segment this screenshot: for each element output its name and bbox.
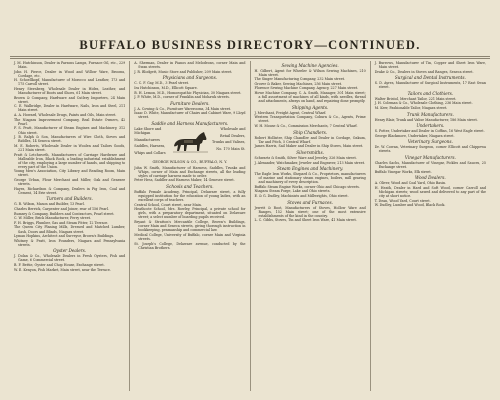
section-heading: Physicians and Surgeons.	[162, 75, 218, 81]
section-heading: Sewing Machine Agencies.	[281, 62, 339, 68]
entry-list	[255, 172, 366, 198]
entry-list	[134, 61, 245, 74]
directory-entry: Henry Blair, Trunk and Valise Manufacturer, 186 Main street.	[374, 117, 478, 122]
directory-entry: G. R. Wilson, Mason and Builder, 13 Pearl.	[14, 202, 85, 207]
directory-entry: J. Merchant, Freight Agent, Central Wharf.	[254, 110, 327, 115]
directory-entry: Florence Sewing Machine Company, Agency, 227 Main street.	[254, 86, 359, 91]
section-heading: Schools and Teachers.	[166, 184, 214, 189]
section-heading: Silversmiths.	[296, 149, 324, 155]
directory-entry: Ira Hutchinson, M.D., Ellicott Square.	[134, 85, 198, 90]
directory-entry: J. Burrows, Manufacturer of Tin, Copper and Sheet Iron Ware, Main street.	[374, 61, 486, 70]
entry-list	[375, 97, 486, 110]
directory-entry: Walter Bristol, Merchant Tailor, 221 Main street.	[374, 96, 457, 101]
directory-entry: Peter Hess, Saddler and Harness Maker, 14 Genesee street.	[134, 178, 235, 183]
section-heading: Shipping Agents.	[291, 104, 329, 110]
directory-entry: Rumsey & Company, Builders and Contractors, Pearl street.	[14, 211, 115, 216]
directory-entry: C. E. Walbridge, Dealer in Hardware, Nails, Iron and Steel, 211 Main street.	[14, 104, 126, 113]
column-4	[370, 61, 490, 391]
directory-entry: A. Oliver, Wood and Coal Yard, Ohio Basin.	[374, 181, 447, 186]
directory-entry: Howe Machine Company, C. A. Smith, Manager, 301 Main street; a full assortment of machines of all kinds, with needles, thread and attachments, always on hand, and repairing done promptly.	[254, 91, 366, 104]
entry-list	[255, 136, 366, 149]
directory-entry: Bryant & Stratton's Mercantile College, Brown's Buildings, corner Main and Seneca streets, giving thorough instruction in bookkeeping, penmanship and commercial law.	[134, 220, 246, 233]
directory-entry: C. W. Miller, Brick Manufacturer, Ferry street.	[14, 216, 92, 221]
entry-list	[134, 166, 245, 183]
entry-list	[375, 129, 486, 138]
directory-entry: Robert Hollister, Ship Chandler and Dealer in Cordage, Oakum, Tar and Pitch, 5 Central Wharf.	[254, 135, 366, 144]
entry-list	[375, 118, 486, 122]
section-heading: Undertakers.	[416, 123, 445, 129]
entry-list	[134, 107, 245, 120]
directory-entry: A. Sherman, Dealer in Pianos and Melodeons, corner Main and Swan streets.	[134, 61, 246, 70]
ad-right-line: Trunks and Valises,	[212, 140, 246, 145]
directory-entry: Niagara Steam Forge, Lake and Ohio streets.	[254, 189, 331, 194]
entry-list	[134, 190, 245, 250]
directory-entry: J. M. Hutchinson, Dealer in Parsons Lamps, Furnace Oil, etc., 229 Main.	[14, 61, 126, 70]
entry-list	[134, 81, 245, 99]
entry-list	[375, 81, 486, 89]
directory-entry: Grover & Baker, Sewing Machines, 256 Main street.	[254, 81, 343, 86]
section-heading: Steam Engines and Machinery.	[277, 166, 344, 172]
directory-entry: F. H. Briggs, Plumber, Gas and Steam Fitter, 12 Terrace.	[14, 220, 109, 225]
directory-entry: L. C. Gibbs, Stoves, Tin and Sheet Iron Ware, 41 Main street.	[254, 218, 357, 223]
title-rule-top	[10, 56, 490, 57]
directory-entry: Drake & Co., Dealers in Stoves and Ranges, Seneca street.	[374, 69, 474, 74]
directory-entry: H. Gilbert, Agent for Wheeler & Wilson Sewing Machines, 210 Main street.	[254, 68, 366, 77]
directory-entry: Charles Berrick, Carpenter and Joiner, rear of 156 Pearl.	[14, 206, 109, 211]
entry-list	[255, 206, 366, 223]
directory-entry: St. Joseph's College, Delaware avenue, conducted by the Christian Brothers.	[134, 241, 246, 250]
section-heading: Trunk Manufacturers.	[406, 111, 454, 117]
directory-entry: Charles Sachs, Manufacturer of Vinegar, Pickles and Sauces, 25 Exchange street.	[374, 160, 486, 170]
section-heading: Wood Dealers.	[415, 175, 446, 181]
directory-entry: Buffalo Female Academy, Principal, Delaware street, a fully equipped institution for the education of young ladies, with an excellent corps of teachers.	[134, 190, 246, 203]
section-heading: Turners and Builders.	[46, 196, 93, 202]
directory-entry: J. R. Blodgett, Music Store and Publisher, 209 Main street.	[134, 69, 233, 74]
title-rule-bottom	[10, 58, 490, 59]
directory-entry: The Eagle Iron Works, Shepard & Co., Proprietors, manufacturers of marine and stationary steam engines, boilers, mill gearing and machinery of every description.	[254, 172, 366, 185]
directory-entry: J. H. Coleman & Co., Wholesale Clothing, 236 Main street.	[374, 101, 473, 106]
directory-entry: Schwartz & Smith, Silver Ware and Jewelry, 326 Main street.	[254, 155, 357, 160]
column-3	[250, 61, 370, 391]
entry-list	[14, 254, 125, 271]
directory-entry: E. & G. Dudley, Machinists and Millwrights, Ohio street.	[254, 194, 349, 199]
entry-list	[375, 181, 486, 207]
directory-entry: Western Transportation Company, Coburn & Co., Agents, Prime street.	[254, 115, 366, 124]
entry-list	[14, 61, 125, 195]
directory-entry: Young Men's Association, City Library and Reading Room, Main street.	[14, 169, 126, 178]
directory-entry: Lyman Hopkins, Architect and Surveyor, Brown's Buildings.	[14, 234, 115, 239]
directory-entry: Dr. W. Cowan, Veterinary Surgeon, corner Ellicott and Chippewa streets.	[374, 145, 486, 154]
directory-entry: Hayes, Richardson & Company, Dealers in Pig Iron, Coal and Cement, 14 Erie street.	[14, 186, 126, 195]
directory-entry: W. H. Mouse & Co., Commission Merchants, 7 Central Wharf.	[254, 124, 358, 129]
section-heading: Veterinary Surgeons.	[407, 139, 453, 145]
section-heading: Ship Chandlers.	[293, 129, 328, 135]
directory-entry: James Harris, Sail Maker and Dealer in Ship Stores, Main street.	[254, 144, 364, 149]
section-heading: Oyster Dealers.	[53, 248, 87, 254]
directory-entry: M. E. Roberts, Wholesale Dealer in Woolen and Tailors Goods, 221 Main street.	[14, 143, 126, 152]
harness-advertisement	[134, 127, 245, 158]
ad-left-line: Whips and Collars	[134, 150, 166, 155]
directory-columns	[10, 61, 490, 391]
directory-entry: The Queen City Planing Mills, Dressed and Matched Lumber, Sash, Doors and Blinds, Niagara street.	[14, 225, 126, 234]
directory-entry: John H. Pierce, Dealer in Wood and Willow Ware, Brooms, Cordage, etc.	[14, 69, 126, 78]
directory-entry: George Urban, Flour Merchant and Miller, Oak and Genesee streets.	[14, 177, 126, 187]
horse-icon	[170, 130, 210, 154]
directory-entry: S. Potter, Undertaker and Dealer in Coffins, 16 West Eagle street.	[374, 129, 485, 134]
directory-entry: J. Alexander, Watchmaker, Jeweler and Engraver, 213 Main street.	[254, 160, 366, 165]
directory-entry: Whitney & Pratt, Iron Founders, Niagara and Pennsylvania streets.	[14, 238, 126, 247]
entry-list	[375, 161, 486, 174]
entry-list	[375, 145, 486, 153]
directory-entry: W. Dudley, Lumber and Wood, Black Rock.	[374, 203, 446, 208]
directory-entry: J. B. Ralph & Son, Manufacturers of Wire Cloth, Sieves and Riddles, 14 Seneca street.	[14, 135, 126, 144]
directory-entry: Henry Sternberg, Wholesale Dealer in Hides, Leather, and Manufacturer of Boots and Shoes, 61 Main street.	[14, 87, 126, 96]
ad-left-line: Saddles, Harness,	[134, 144, 166, 149]
section-heading: Saddle and Harness Manufacturers.	[151, 120, 229, 126]
directory-entry: J. P. White, M.D., corner of Franklin and Mohawk streets.	[134, 95, 230, 100]
directory-entry: H. Heath, Dealer in Hard and Soft Wood, corner Carroll and Michigan streets; wood sawed and delivered to any part of the city at short notice.	[374, 185, 486, 198]
section-heading: Stoves and Furnaces.	[287, 199, 333, 205]
ad-footer: GEORGE WILSON & CO., BUFFALO, N. Y.	[152, 159, 228, 164]
directory-entry: C. C. F. Gay, M.D., 3 Pearl street.	[134, 81, 190, 86]
directory-entry: Buffalo Steam Engine Works, corner Ohio and Chicago streets.	[254, 184, 360, 189]
column-1	[10, 61, 129, 391]
directory-entry: T. Dean, Wood Yard, Court street.	[374, 198, 431, 203]
directory-entry: A. A. Howard, Wholesale Drugs, Paints and Oils, Main street.	[14, 113, 117, 118]
directory-entry: Jewett & Root, Manufacturers of Stoves, Hollow Ware and Ranges, 152 Main street; one of the most extensive establishments of the kind in the country.	[254, 205, 366, 218]
directory-entry: B. F. Bettie, Oyster and Chop House, Exchange street.	[14, 263, 105, 268]
directory-entry: Central School, Court street, near Main.	[134, 202, 202, 207]
directory-entry: B. H. Lemon, M.D., Homoeopathic Physician, 30 Niagara street.	[134, 90, 242, 95]
ad-right-line: Wholesale and	[220, 126, 246, 131]
directory-entry: Brown & Company, Hardware and Cutlery Importers, 24 Main street.	[14, 95, 126, 104]
directory-entry: Medical College, University of Buffalo, corner Main and Virginia streets.	[134, 232, 246, 241]
directory-entry: W. E. Kenyon, Fish Market, Main street, near the Terrace.	[14, 267, 111, 272]
directory-entry: H. Schoellkopf, Manufacturer of Morocco and Leather, 173 and 175 Carroll street.	[14, 78, 126, 87]
directory-entry: The Niagara Improvement Company, Real Estate Owners, 42 Pearl.	[14, 117, 126, 126]
directory-entry: Heathcote School, Mrs. Rowley, Principal, a private school for girls, with a preparatory department, situated on Delaware street; a select number of boarding pupils received.	[134, 207, 246, 220]
directory-entry: F. S. Pratt, Manufacturer of Steam Engines and Machinery, 312 Ohio street.	[14, 126, 126, 135]
ad-right-line: Retail Dealers,	[220, 133, 246, 138]
directory-entry: John W. Smith, Manufacturer of Harness, Saddles, Trunks and Whips, corner of Main and Exchange streets, all the leading styles of carriage harness made to order.	[134, 165, 246, 178]
section-heading: Vinegar Manufacturers.	[404, 154, 456, 160]
section-heading: Tailors and Clothiers.	[407, 90, 454, 96]
entry-list	[375, 61, 486, 74]
directory-entry: M. Kerr, Fashionable Tailor, Niagara street.	[374, 106, 448, 111]
entry-list	[255, 69, 366, 104]
directory-entry: The Singer Manufacturing Company, 232 Main street.	[254, 77, 346, 82]
directory-entry: Buffalo Vinegar Works, Elk street.	[374, 169, 432, 174]
section-heading: Surgical and Dental Instruments.	[394, 75, 466, 81]
directory-entry: S. D. Ayres, Manufacturer of Surgical Instruments, 17 East Swan street.	[374, 81, 486, 90]
ad-right-line: No. 170 Main St.	[216, 146, 246, 151]
section-heading: Furniture Dealers.	[170, 100, 210, 106]
page-title: BUFFALO BUSINESS DIRECTORY—CONTINUED.	[79, 38, 421, 52]
entry-list	[14, 202, 125, 247]
ad-left-line: Lake Shore and Michigan	[134, 126, 162, 136]
column-2	[129, 61, 249, 391]
directory-entry: J. A. Cowing & Co., Furniture Warerooms, 34 Main street.	[134, 106, 232, 111]
directory-entry: Isaac D. White, Manufacturer of Chairs and Cabinet Ware, 9 Lloyd street.	[134, 111, 246, 120]
ad-left-line: Manufacturers	[134, 137, 160, 142]
directory-entry: Pratt & Letchworth, Manufacturers of Carriage Hardware and Malleable Iron, Black Rock, a leading industrial establishment of the city, employing a large number of hands, and shipping to every part of the Union.	[14, 152, 126, 169]
directory-entry: J. Dolan & Co., Wholesale Dealers in Fresh Oysters, Fish and Game, 6 Commercial street.	[14, 254, 126, 263]
entry-list	[255, 111, 366, 128]
directory-entry: George Blackmore, Undertaker, Niagara street.	[374, 133, 455, 138]
entry-list	[255, 156, 366, 165]
horse-illustration	[169, 127, 211, 158]
